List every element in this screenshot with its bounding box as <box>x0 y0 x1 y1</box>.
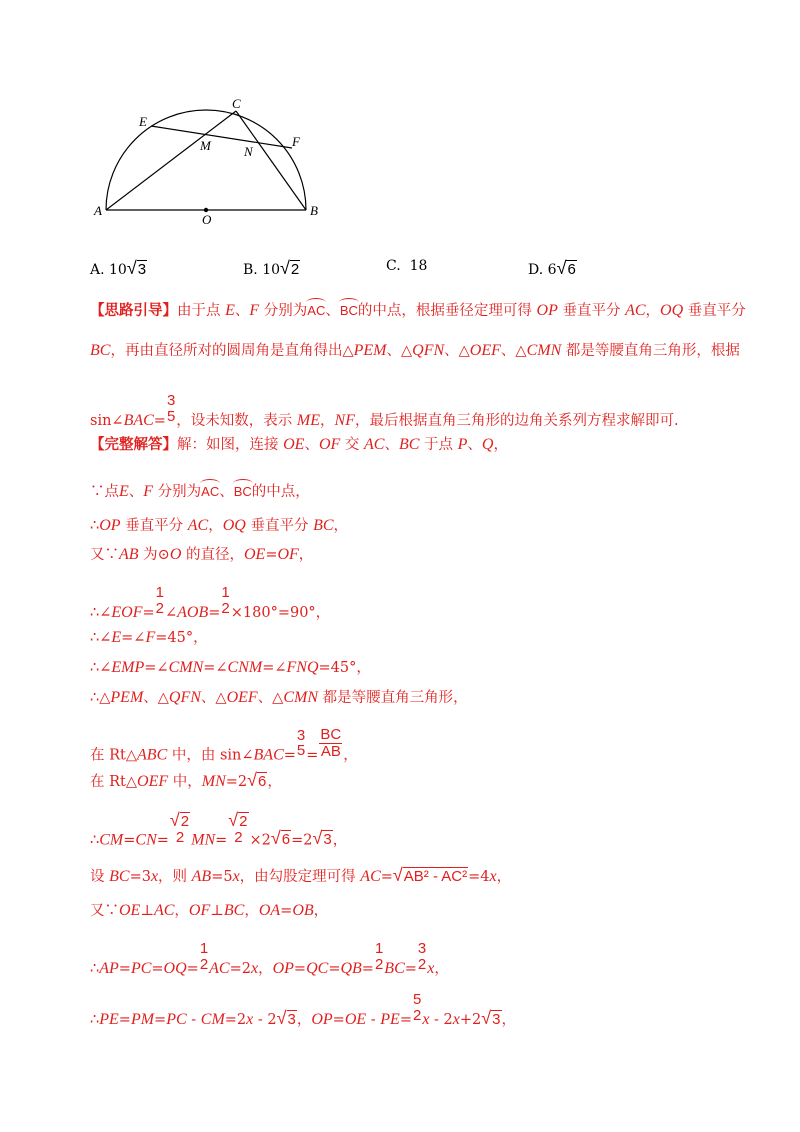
option-a: A. 10√3 <box>90 258 147 278</box>
option-c: C. 18 <box>386 258 428 274</box>
answer-step-2: ∴OP 垂直平分 AC，OQ 垂直平分 BC， <box>90 517 349 534</box>
option-b: B. 10√2 <box>243 258 300 278</box>
label-n: N <box>244 144 253 159</box>
answer-step-4: ∴∠EOF= 1 2 ∠AOB= 1 2 ×180°=90°， <box>90 584 331 621</box>
label-a: A <box>94 203 102 218</box>
answer-step-5: ∴∠E=∠F=45°， <box>90 629 208 646</box>
label-c: C <box>232 96 241 111</box>
answer-step-10: ∴CM=CN= √2 2 MN= √2 2 ×2√6=2√3， <box>90 810 348 849</box>
answer-step-1: ∵点E、F 分别为AC、BC的中点， <box>90 483 310 500</box>
chord-ac <box>106 111 236 210</box>
answer-step-13: ∴AP=PC=OQ= 1 2 AC=2x，OP=QC=QB= 1 2 BC= 3 2 x， <box>90 940 449 977</box>
answer-step-11: 设 BC=3x，则 AB=5x，由勾股定理可得 AC=√AB² - AC²=4x， <box>90 865 512 885</box>
label-f: F <box>292 134 300 149</box>
answer-step-14: ∴PE=PM=PC - CM=2x - 2√3，OP=OE - PE= 5 2 x - 2x+2√3， <box>90 991 516 1028</box>
answer-step-3: 又∵AB 为⊙O 的直径，OE=OF， <box>90 546 314 563</box>
answer-step-7: ∴△PEM、△QFN、△OEF、△CMN 都是等腰直角三角形， <box>90 689 468 706</box>
label-o: O <box>202 212 212 227</box>
hint-line-1: 【思路引导】由于点 E、F 分别为AC、BC的中点，根据垂径定理可得 OP 垂直平分 AC，OQ 垂直平分 <box>90 302 746 319</box>
chord-ef <box>151 126 292 148</box>
chord-bc <box>236 111 306 210</box>
hint-line-2: BC，再由直径所对的圆周角是直角得出△PEM、△QFN、△OEF、△CMN 都是等腰直角三角形，根据 <box>90 342 740 359</box>
answer-step-8: 在 Rt△ABC 中，由 sin∠BAC= 3 5 = $\frac{BC}{AB}$ ， <box>90 726 358 764</box>
label-b: B <box>310 203 318 218</box>
hint-tag: 【思路引导】 <box>90 302 177 319</box>
hint-line-3: sin∠BAC= 3 5 ，设未知数，表示 ME，NF，最后根据直角三角形的边角关系列方程求解即可. <box>90 392 679 429</box>
answer-intro: 【完整解答】解：如图，连接 OE、OF 交 AC、BC 于点 P、Q， <box>90 436 508 453</box>
label-m: M <box>200 138 211 153</box>
answer-tag: 【完整解答】 <box>90 436 177 453</box>
answer-step-6: ∴∠EMP=∠CMN=∠CNM=∠FNQ=45°， <box>90 659 371 676</box>
semicircle-arc <box>106 110 306 210</box>
answer-step-9: 在 Rt△OEF 中，MN=2√6， <box>90 770 282 790</box>
option-d: D. 6√6 <box>528 258 576 278</box>
geometry-figure <box>0 0 800 240</box>
answer-step-12: 又∵OE⊥AC，OF⊥BC，OA=OB， <box>90 902 329 919</box>
label-e: E <box>139 114 147 129</box>
